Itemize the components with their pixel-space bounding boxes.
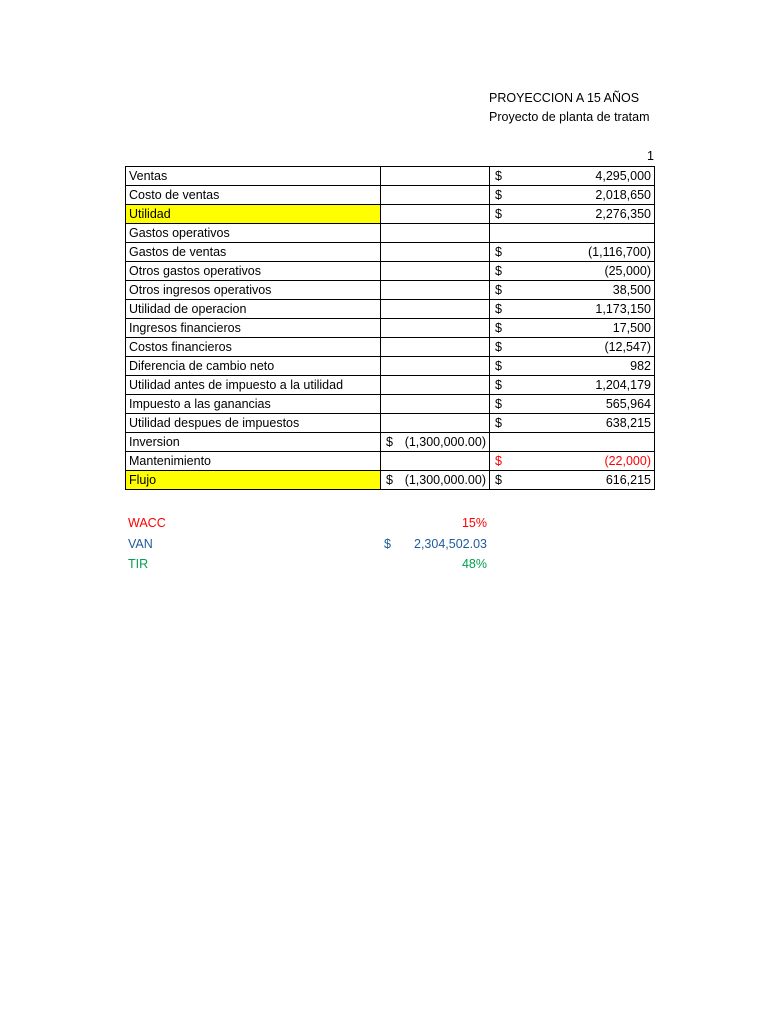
- row-label: Ventas: [126, 167, 381, 186]
- investment-cell: [381, 205, 490, 224]
- year-1-value: (12,547): [604, 340, 651, 354]
- row-label: Diferencia de cambio neto: [126, 357, 381, 376]
- year-1-cell: [490, 452, 655, 471]
- year-1-cell: [490, 376, 655, 395]
- table-row: [126, 471, 655, 490]
- currency-symbol: $: [495, 302, 502, 316]
- table-row: [126, 262, 655, 281]
- period-header: 1: [647, 149, 654, 163]
- currency-symbol: $: [495, 359, 502, 373]
- year-1-cell: [490, 300, 655, 319]
- currency-symbol: $: [495, 283, 502, 297]
- currency-symbol: $: [495, 207, 502, 221]
- table-row: [126, 338, 655, 357]
- report-subtitle: Proyecto de planta de tratam: [489, 110, 650, 124]
- investment-cell: [381, 300, 490, 319]
- year-1-cell: [490, 433, 655, 452]
- investment-cell: [381, 167, 490, 186]
- currency-symbol: $: [495, 264, 502, 278]
- currency-symbol: $: [495, 169, 502, 183]
- report-title: PROYECCION A 15 AÑOS: [489, 91, 640, 105]
- row-label: Utilidad despues de impuestos: [126, 414, 381, 433]
- row-label: Impuesto a las ganancias: [126, 395, 381, 414]
- year-1-value: 1,204,179: [595, 378, 651, 392]
- table-row: [126, 186, 655, 205]
- cash-flow-table: [125, 166, 655, 490]
- currency-symbol: $: [495, 378, 502, 392]
- tir-label: TIR: [128, 557, 149, 571]
- row-label: Ingresos financieros: [126, 319, 381, 338]
- currency-symbol: $: [495, 245, 502, 259]
- investment-cell: [381, 281, 490, 300]
- year-1-cell: [490, 243, 655, 262]
- table-row: [126, 205, 655, 224]
- van-value: 2,304,502.03: [414, 537, 487, 551]
- investment-cell: [381, 471, 490, 490]
- row-label: Otros gastos operativos: [126, 262, 381, 281]
- year-1-value: 616,215: [605, 473, 651, 487]
- investment-cell: [381, 262, 490, 281]
- year-1-cell: [490, 395, 655, 414]
- row-label: Gastos de ventas: [126, 243, 381, 262]
- investment-cell: [381, 319, 490, 338]
- year-1-cell: [490, 186, 655, 205]
- currency-symbol: $: [495, 416, 502, 430]
- investment-cell: [381, 338, 490, 357]
- year-1-value: 2,276,350: [595, 207, 651, 221]
- investment-value: (1,300,000.00): [404, 473, 486, 487]
- currency-symbol: $: [495, 473, 502, 487]
- year-1-value: 17,500: [612, 321, 651, 335]
- investment-cell: [381, 452, 490, 471]
- investment-cell: [381, 357, 490, 376]
- row-label: Costo de ventas: [126, 186, 381, 205]
- year-1-value: (25,000): [604, 264, 651, 278]
- investment-cell: [381, 414, 490, 433]
- row-label: Mantenimiento: [126, 452, 381, 471]
- year-1-cell: [490, 338, 655, 357]
- year-1-cell: [490, 205, 655, 224]
- currency-symbol: $: [495, 397, 502, 411]
- table-row: [126, 433, 655, 452]
- year-1-value: 2,018,650: [595, 188, 651, 202]
- table-row: [126, 452, 655, 471]
- wacc-value: 15%: [461, 516, 487, 530]
- year-1-value: (22,000): [604, 454, 651, 468]
- year-1-cell: [490, 281, 655, 300]
- year-1-value: 1,173,150: [595, 302, 651, 316]
- currency-symbol: $: [495, 454, 502, 468]
- investment-cell: [381, 224, 490, 243]
- year-1-value: (1,116,700): [587, 245, 651, 259]
- row-label: Gastos operativos: [126, 224, 381, 243]
- table-row: [126, 376, 655, 395]
- table-row: [126, 224, 655, 243]
- table-row: [126, 357, 655, 376]
- currency-symbol: $: [495, 340, 502, 354]
- row-label: Otros ingresos operativos: [126, 281, 381, 300]
- year-1-value: 38,500: [612, 283, 651, 297]
- year-1-cell: [490, 262, 655, 281]
- tir-value: 48%: [461, 557, 487, 571]
- year-1-cell: [490, 224, 655, 243]
- table-row: [126, 167, 655, 186]
- table-row: [126, 300, 655, 319]
- currency-symbol: $: [386, 435, 393, 449]
- year-1-cell: [490, 319, 655, 338]
- investment-value: (1,300,000.00): [404, 435, 486, 449]
- year-1-value: 638,215: [605, 416, 651, 430]
- table-row: [126, 243, 655, 262]
- row-label: Flujo: [126, 471, 381, 490]
- year-1-cell: [490, 357, 655, 376]
- investment-cell: [381, 243, 490, 262]
- table-row: [126, 319, 655, 338]
- investment-cell: [381, 433, 490, 452]
- table-row: [126, 281, 655, 300]
- currency-symbol: $: [495, 188, 502, 202]
- investment-cell: [381, 395, 490, 414]
- investment-cell: [381, 376, 490, 395]
- year-1-value: 4,295,000: [595, 169, 651, 183]
- van-label: VAN: [128, 537, 153, 551]
- currency-symbol: $: [386, 473, 393, 487]
- row-label: Costos financieros: [126, 338, 381, 357]
- van-currency: $: [384, 537, 391, 551]
- investment-cell: [381, 186, 490, 205]
- table-row: [126, 395, 655, 414]
- year-1-cell: [490, 414, 655, 433]
- currency-symbol: $: [495, 321, 502, 335]
- row-label: Inversion: [126, 433, 381, 452]
- row-label: Utilidad de operacion: [126, 300, 381, 319]
- row-label: Utilidad antes de impuesto a la utilidad: [126, 376, 381, 395]
- year-1-cell: [490, 167, 655, 186]
- year-1-value: 982: [630, 359, 651, 373]
- year-1-cell: [490, 471, 655, 490]
- year-1-value: 565,964: [605, 397, 651, 411]
- row-label: Utilidad: [126, 205, 381, 224]
- wacc-label: WACC: [128, 516, 166, 530]
- table-row: [126, 414, 655, 433]
